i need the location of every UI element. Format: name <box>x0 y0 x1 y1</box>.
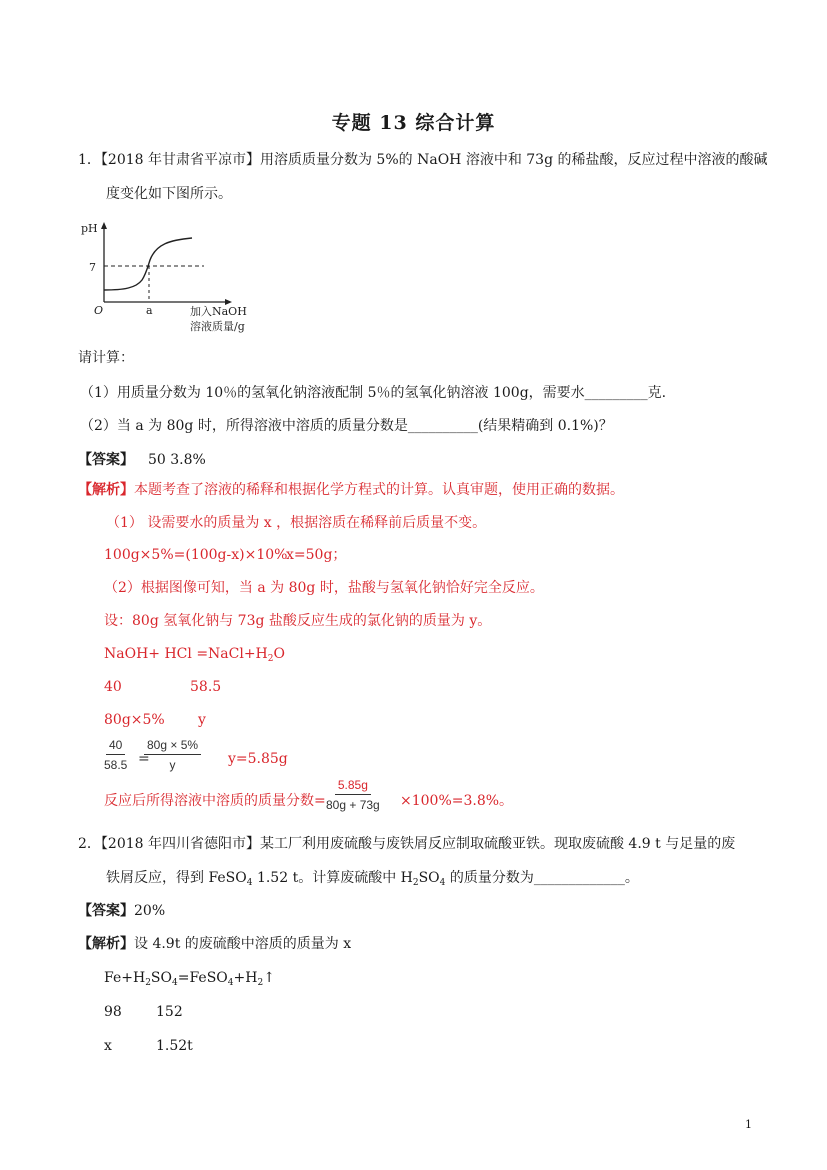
chart-y-label: pH <box>81 222 98 235</box>
answer-label: 【答案】 <box>78 452 134 468</box>
eq-part: +H <box>233 970 258 986</box>
fraction-numerator: 80g × 5% <box>144 738 201 755</box>
chart-x-label-1: 加入NaOH <box>190 305 247 318</box>
q2-line1: 2．【2018 年四川省德阳市】某工厂利用废硫酸与废铁屑反应制取硫酸亚铁。现取废硫酸 4.9 t 与足量的废 <box>78 836 736 852</box>
q2-ratio-row2-b: 1.52t <box>156 1038 193 1054</box>
q1-step3: 设：80g 氢氧化钠与 73g 盐酸反应生成的氯化钠的质量为 y。 <box>104 613 492 629</box>
page-number: 1 <box>745 1118 752 1131</box>
fraction-80g-times-5pct-over-y <box>144 738 201 772</box>
chart-origin: O <box>94 304 104 317</box>
q1-ratio-row1-b: 58.5 <box>190 679 222 695</box>
analysis-intro: 本题考查了溶液的稀释和根据化学方程式的计算。认真审题，使用正确的数据。 <box>134 482 624 498</box>
eq-part: =FeSO <box>177 970 228 986</box>
fraction-numerator: 5.85g <box>335 778 371 795</box>
q1-y-value: y=5.85g <box>228 751 288 767</box>
q1-sub2: （2）当 a 为 80g 时，所得溶液中溶质的质量分数是__________(结果精确到 0.1%)？ <box>80 418 613 434</box>
q1-chemical-equation <box>104 644 285 669</box>
q1-final-pre: 反应后所得溶液中溶质的质量分数= <box>104 793 326 809</box>
analysis-label: 【解析】 <box>78 482 134 498</box>
q1-final-post: ×100%=3.8%。 <box>400 793 514 809</box>
chart-ph-curve <box>104 238 192 290</box>
fraction-5-85g-over-153g <box>326 778 380 812</box>
q2-line2 <box>106 868 639 893</box>
answer-value: 20% <box>134 903 166 919</box>
q2-ratio-row1-a: 98 <box>104 1004 122 1020</box>
q2-sub-2: 2 <box>412 878 419 888</box>
ph-chart <box>72 218 272 336</box>
chart-y-arrow <box>101 222 107 229</box>
equation-main: NaOH+ HCl =NaCl+H <box>104 646 268 662</box>
q2-ratio-row1-b: 152 <box>156 1004 183 1020</box>
fraction-denominator: 58.5 <box>104 758 128 772</box>
q1-prompt: 请计算： <box>78 350 134 366</box>
equation-tail: O <box>273 646 285 662</box>
eq-sub: 2 <box>257 978 264 988</box>
q2-line2-part-b: 1.52 t。计算废硫酸中 H <box>252 870 413 886</box>
q2-answer <box>78 901 165 921</box>
q1-step1-equation: 100g×5%=(100g-x)×10% <box>104 547 288 563</box>
fraction-40-over-58-5 <box>104 738 127 772</box>
q2-line2-part-a: 铁屑反应，得到 FeSO <box>106 870 247 886</box>
q1-answer <box>78 450 206 470</box>
fraction-denominator: 80g + 73g <box>326 798 380 812</box>
q1-ratio-row1-a: 40 <box>104 679 122 695</box>
eq-part: Fe+H <box>104 970 146 986</box>
q1-line1: 1．【2018 年甘肃省平凉市】用溶质质量分数为 5%的 NaOH 溶液中和 73g 的稀盐酸，反应过程中溶液的酸碱 <box>78 152 768 168</box>
chart-y-tick-7: 7 <box>89 261 96 274</box>
eq-part: SO <box>150 970 172 986</box>
fraction-numerator: 40 <box>106 738 125 755</box>
chart-x-label-2: 溶液质量/g <box>190 320 245 333</box>
q1-ratio-row2-a: 80g×5% <box>104 712 165 728</box>
answer-label: 【答案】 <box>78 903 134 919</box>
q2-sub-4b: 4 <box>439 878 446 888</box>
equation-subscript: 2 <box>267 654 274 664</box>
q2-ratio-row2-a: x <box>104 1038 112 1054</box>
q2-line2-part-d: 的质量分数为_____________。 <box>445 870 639 886</box>
q1-sub1: （1）用质量分数为 10％的氢氧化钠溶液配制 5％的氢氧化钠溶液 100g，需要水_________克. <box>80 385 667 401</box>
q1-ratio-row2-b: y <box>198 712 206 728</box>
analysis-text: 设 4.9t 的废硫酸中溶质的质量为 x <box>134 936 352 952</box>
q1-step2: （2）根据图像可知，当 a 为 80g 时，盐酸与氢氧化钠恰好完全反应。 <box>104 580 544 596</box>
chart-x-tick-a: a <box>146 304 153 317</box>
answer-value: 50 3.8% <box>148 452 206 468</box>
q2-chemical-equation <box>104 968 275 993</box>
eq-sub: 2 <box>145 978 151 988</box>
q1-step1: （1） 设需要水的质量为 x ，根据溶质在稀释前后质量不变。 <box>106 515 487 531</box>
page-title: 专题 13 综合计算 <box>331 112 496 134</box>
fraction-denominator: y <box>169 758 176 772</box>
eq-sub: 4 <box>172 978 178 988</box>
q2-line2-part-c: SO <box>418 870 440 886</box>
q2-analysis <box>78 934 351 954</box>
q2-sub-4: 4 <box>246 878 253 888</box>
eq-arrow: ↑ <box>263 970 275 986</box>
eq-sub: 4 <box>227 978 234 988</box>
q1-step1-x: x=50g； <box>286 547 347 563</box>
q1-line2: 度变化如下图所示。 <box>106 186 232 202</box>
analysis-label: 【解析】 <box>78 936 134 952</box>
q1-analysis <box>78 480 624 500</box>
fraction-equals: = <box>138 751 150 767</box>
